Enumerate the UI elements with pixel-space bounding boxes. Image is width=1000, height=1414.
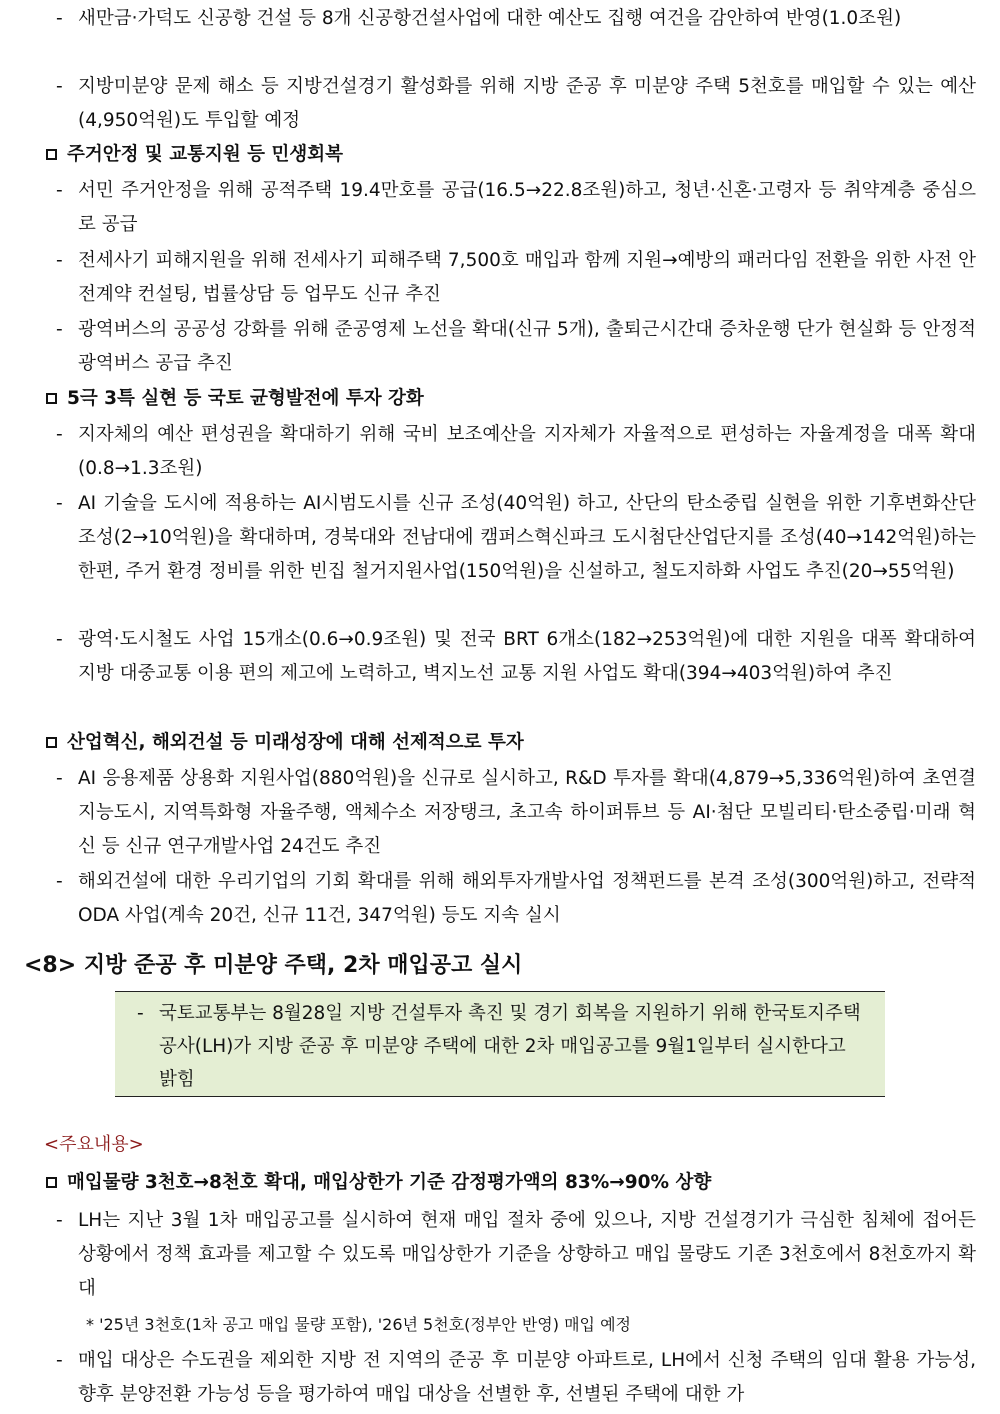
checkbox-square-icon <box>46 149 57 160</box>
section-purchase-expansion <box>46 1166 976 1200</box>
item-overseas-construction: - 해외건설에 대한 우리기업의 기회 확대를 위해 해외투자개발사업 정책펀드를 본격 조성(300억원)하고, 전략적 ODA 사업(계속 20건, 신규 11건, 347억원) 등도 지속 실시 <box>56 865 976 933</box>
main-content-label: <주요내용> <box>44 1134 144 1155</box>
section-title: 주거안정 및 교통지원 등 민생회복 <box>67 144 343 165</box>
item-new-airports: - 새만금·가덕도 신공항 건설 등 8개 신공항건설사업에 대한 예산도 집행 여건을 감안하여 반영(1.0조원) <box>56 2 976 36</box>
item-wide-area-bus: - 광역버스의 공공성 강화를 위해 준공영제 노선을 확대(신규 5개), 출퇴근시간대 증차운행 단가 현실화 등 안정적 광역버스 공급 추진 <box>56 313 976 381</box>
item-public-housing: - 서민 주거안정을 위해 공적주택 19.4만호를 공급(16.5→22.8조원)하고, 청년·신혼·고령자 등 취약계층 중심으로 공급 <box>56 174 976 242</box>
item-lh-purchase: - LH는 지난 3월 1차 매입공고를 실시하여 현재 매입 절차 중에 있으나, 지방 건설경기가 극심한 침체에 접어든 상황에서 정책 효과를 제고할 수 있도록 매입상한가 기준을 상향하고 매입 물량도 기존 3천호에서 8천호까지 확대 <box>56 1204 976 1306</box>
item-autonomous-account: - 지자체의 예산 편성권을 확대하기 위해 국비 보조예산을 지자체가 자율적으로 편성하는 자율계정을 대폭 확대(0.8→1.3조원) <box>56 418 976 486</box>
checkbox-square-icon <box>46 737 57 748</box>
checkbox-square-icon <box>46 1177 57 1188</box>
section-future-growth <box>46 726 976 760</box>
item-unsold-housing-budget: - 지방미분양 문제 해소 등 지방건설경기 활성화를 위해 지방 준공 후 미분양 주택 5천호를 매입할 수 있는 예산(4,950억원)도 투입할 예정 <box>56 70 976 138</box>
item-railway-brt: - 광역·도시철도 사업 15개소(0.6→0.9조원) 및 전국 BRT 6개소(182→253억원)에 대한 지원을 대폭 확대하여 지방 대중교통 이용 편의 제고에 노력하고, 벽지노선 교통 지원 사업도 확대(394→403억원)하여 추진 <box>56 623 976 691</box>
checkbox-square-icon <box>46 393 57 404</box>
section-balanced-development <box>46 382 976 416</box>
section-title: 5극 3특 실현 등 국토 균형발전에 투자 강화 <box>67 388 424 409</box>
heading-section-8: <8> 지방 준공 후 미분양 주택, 2차 매입공고 실시 <box>24 953 523 978</box>
section-housing-transport <box>46 138 976 172</box>
item-ai-rnd: - AI 응용제품 상용화 지원사업(880억원)을 신규로 실시하고, R&D 투자를 확대(4,879→5,336억원)하여 초연결 지능도시, 지역특화형 자율주행, 액체수소 저장탱크, 초고속 하이퍼튜브 등 AI·첨단 모빌리티·탄소중립·미래 혁신 등 신규 연구개발사업 24건도 추진 <box>56 762 976 864</box>
section-title: 산업혁신, 해외건설 등 미래성장에 대해 선제적으로 투자 <box>67 732 524 753</box>
section-title: 매입물량 3천호→8천호 확대, 매입상한가 기준 감정평가액의 83%→90% 상향 <box>67 1172 712 1193</box>
summary-text: - 국토교통부는 8월28일 지방 건설투자 촉진 및 경기 회복을 지원하기 위해 한국토지주택공사(LH)가 지방 준공 후 미분양 주택에 대한 2차 매입공고를 9월1일부터 실시한다고 밝힘 <box>155 997 865 1096</box>
item-ai-pilot-city: - AI 기술을 도시에 적용하는 AI시범도시를 신규 조성(40억원) 하고, 산단의 탄소중립 실현을 위한 기후변화산단조성(2→10억원)을 확대하며, 경북대와 전남대에 캠퍼스혁신파크 도시첨단산업단지를 조성(40→142억원)하는 한편, 주거 환경 정비를 위한 빈집 철거지원사업(150억원)을 신설하고, 철도지하화 사업도 추진(20→55억원) <box>56 487 976 589</box>
item-jeonse-fraud: - 전세사기 피해지원을 위해 전세사기 피해주택 7,500호 매입과 함께 지원→예방의 패러다임 전환을 위한 사전 안전계약 컨설팅, 법률상담 등 업무도 신규 추진 <box>56 244 976 312</box>
item-purchase-target: - 매입 대상은 수도권을 제외한 지방 전 지역의 준공 후 미분양 아파트로, LH에서 신청 주택의 임대 활용 가능성, 향후 분양전환 가능성 등을 평가하여 매입 대상을 선별한 후, 선별된 주택에 대한 가 <box>56 1344 976 1412</box>
footnote: * '25년 3천호(1차 공고 매입 물량 포함), '26년 5천호(정부안 반영) 매입 예정 <box>86 1315 631 1334</box>
summary-box <box>115 991 885 1097</box>
